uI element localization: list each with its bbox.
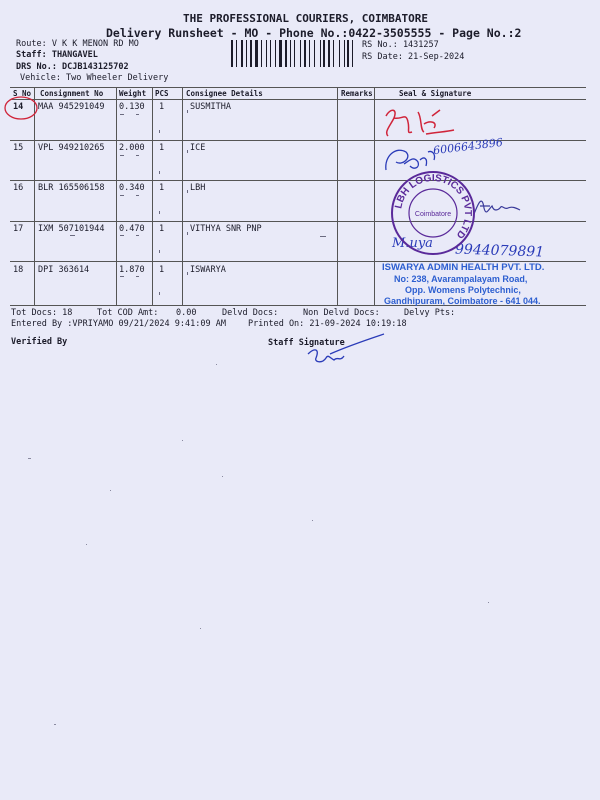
row-18-consignee: ISWARYA [190, 265, 226, 275]
company-stamp-line3: Opp. Womens Polytechnic, [405, 285, 521, 295]
row-17-sno: 17 [13, 224, 24, 234]
row-16-weight: 0.340 [119, 183, 145, 193]
rs-date: RS Date: 21-Sep-2024 [362, 52, 465, 62]
row-16-sno: 16 [13, 183, 24, 193]
row-18-weight: 1.870 [119, 265, 145, 275]
row-15-pcs: 1 [159, 143, 165, 153]
row-15-consignee: ICE [190, 143, 206, 153]
col-header-weight: Weight [119, 89, 147, 98]
row-15-consignment: VPL 949210265 [38, 143, 105, 153]
stamp-ring-text: LBH LOGISTICS PVT LTD [393, 172, 474, 241]
col-header-pcs: PCS [155, 89, 169, 98]
col-header-consignee: Consignee Details [186, 89, 263, 98]
verified-by: Verified By [11, 337, 68, 347]
col-header-consignment: Consignment No [40, 89, 104, 98]
delvy-pts: Delvy Pts: [404, 308, 456, 318]
row-14-pcs: 1 [159, 102, 165, 112]
row-17-handwritten-phone: 9944079891 [454, 241, 545, 261]
tot-docs: Tot Docs: 18 [11, 308, 73, 318]
drs-label: DRS No.: DCJB143125702 [16, 62, 129, 72]
row-14-consignee: SUSMITHA [190, 102, 231, 112]
row-14-weight: 0.130 [119, 102, 145, 112]
row-15-weight: 2.000 [119, 143, 145, 153]
row-14-sno: 14 [13, 102, 24, 112]
runsheet-subtitle: Delivery Runsheet - MO - Phone No.:0422-3505555 - Page No.:2 [106, 26, 522, 40]
row-17-weight: 0.470 [119, 224, 145, 234]
company-stamp-line2: No: 238, Avarampalayam Road, [394, 274, 528, 284]
company-stamp-line1: ISWARYA ADMIN HEALTH PVT. LTD. [382, 262, 545, 273]
red-circle-annotation [2, 94, 42, 122]
company-title: THE PROFESSIONAL COURIERS, COIMBATORE [183, 12, 429, 25]
non-delvd-docs: Non Delvd Docs: [303, 308, 380, 318]
row-17-pcs: 1 [159, 224, 165, 234]
staff-label: Staff: THANGAVEL [16, 50, 98, 60]
tot-cod-label: Tot COD Amt: [97, 308, 159, 318]
printed-on: Printed On: 21-09-2024 10:19:18 [248, 319, 407, 329]
staff-signature-label: Staff Signature [268, 338, 345, 348]
row-14-consignment: MAA 945291049 [38, 102, 105, 112]
row-18-consignment: DPI 363614 [38, 265, 90, 275]
row-17-handwritten-name: M.uya [392, 236, 433, 251]
signature-row-14 [380, 102, 470, 142]
col-header-seal: Seal & Signature [399, 89, 472, 98]
row-15-handwritten-number: 6006643896 [432, 135, 504, 158]
staff-signature [300, 332, 390, 372]
company-stamp-line4: Gandhipuram, Coimbatore - 641 044. [384, 296, 541, 306]
row-17-consignment: IXM 507101944 [38, 224, 105, 234]
stamp-center-text: Coimbatore [414, 211, 452, 218]
row-16-consignee: LBH [190, 183, 206, 193]
row-17-consignee: VITHYA SNR PNP [190, 224, 262, 234]
vehicle-label: Vehicle: Two Wheeler Delivery [20, 73, 169, 83]
delvd-docs: Delvd Docs: [222, 308, 279, 318]
col-header-sno: S No [13, 89, 32, 98]
tot-cod-value: 0.00 [176, 308, 197, 318]
signature-row-16 [470, 190, 540, 220]
row-16-pcs: 1 [159, 183, 165, 193]
row-18-sno: 18 [13, 265, 24, 275]
rs-no: RS No.: 1431257 [362, 40, 439, 50]
row-16-consignment: BLR 165506158 [38, 183, 105, 193]
entered-by: Entered By :VPRIYAMO 09/21/2024 9:41:09 AM [11, 319, 226, 329]
row-15-sno: 15 [13, 143, 24, 153]
lbh-logistics-stamp [388, 168, 478, 258]
route-label: Route: V K K MENON RD MO [16, 39, 139, 49]
col-header-remarks: Remarks [341, 89, 373, 98]
row-18-pcs: 1 [159, 265, 165, 275]
